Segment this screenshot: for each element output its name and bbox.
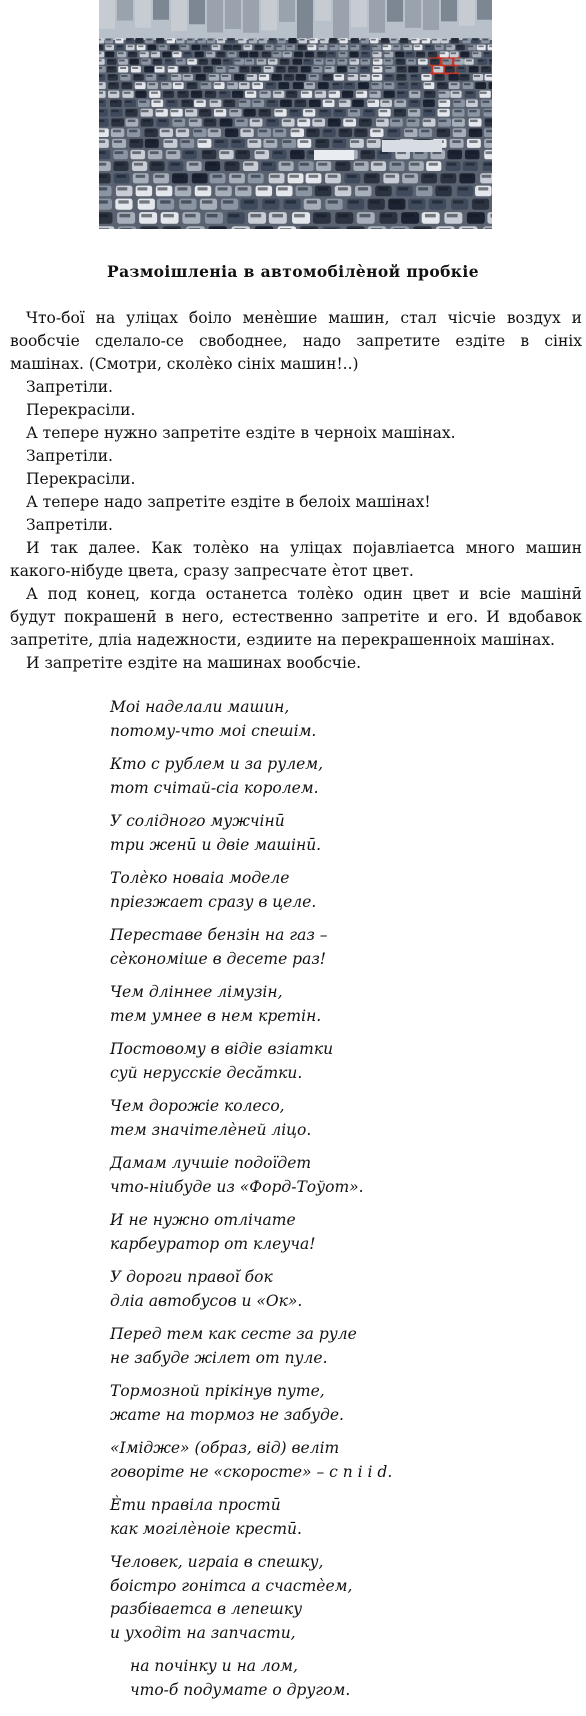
building [477, 0, 492, 20]
stanza [110, 1152, 550, 1199]
car [294, 51, 303, 57]
paragraph: А под конец, когда останетса толѐко один цвет и всіе машінӣ будут покрашенӣ в него, естественно запретіте и его. И вдобавок запретіте, дліа надежности, ездиите на перекрашенноіх машінах. [10, 585, 582, 649]
building [297, 0, 313, 39]
verse-line: как могілѐноіе крестӣ. [110, 1519, 302, 1538]
car [350, 51, 359, 57]
stanza [110, 1266, 550, 1313]
building [441, 0, 457, 21]
car [317, 51, 326, 57]
car [239, 51, 248, 57]
traffic-jam-photo [99, 0, 492, 229]
verse-line: И не нужно отлічате [110, 1211, 296, 1229]
stanza [110, 1494, 550, 1541]
car [216, 51, 225, 57]
car [450, 51, 459, 57]
paragraph: Перекрасіли. [26, 401, 136, 419]
building [315, 0, 331, 21]
car [484, 51, 492, 57]
building [369, 0, 385, 33]
car [183, 51, 192, 57]
paragraph: Запретіли. [26, 447, 113, 465]
car [372, 51, 381, 57]
verse-line: Человек, играіа в спешку, [110, 1553, 324, 1571]
banner [314, 150, 354, 160]
car [151, 51, 160, 57]
car [206, 51, 215, 57]
building [423, 0, 439, 30]
verse-line: тем значітелѐней ліцо. [110, 1120, 312, 1139]
car [249, 51, 258, 57]
stanza [110, 810, 550, 857]
verse-line: жате на тормоз не забуде. [110, 1405, 344, 1424]
verse-line: Кто с рублем и за рулем, [110, 755, 324, 773]
verse-line: Тормозной прікінув путе, [110, 1382, 325, 1400]
paragraph: Что-бої на уліцах боіло менѐшие машин, стал чісчіе воздух и вообсчіе сделало-се свободнее, надо запретите ездіте в сініх машінах. (Смотри, сколѐко сініх машин!..) [10, 309, 582, 373]
building [333, 0, 349, 39]
car [99, 51, 104, 57]
stanza [110, 696, 550, 743]
verse-line: боістро гонітса а счастѐем, [110, 1576, 353, 1595]
stanza [110, 867, 550, 914]
verse-line: У дороги правоі̆ бок [110, 1268, 273, 1286]
stanza [110, 1209, 550, 1256]
verse-line: на почінку и на лом, [130, 1657, 298, 1675]
car [327, 51, 336, 57]
stanza [110, 1655, 550, 1702]
verse-line: Моі наделали машин, [110, 698, 290, 716]
article-title: Размоішленіа в автомобілѐной пробкіе [107, 262, 479, 281]
stanza [110, 1323, 550, 1370]
verse-line: карбеуратор от клеуча! [110, 1234, 316, 1253]
car [428, 51, 437, 57]
building [279, 0, 295, 22]
building [225, 0, 241, 29]
verse-line: сѐкономіше в десете раз! [110, 949, 327, 968]
verse-line: Переставе бензін на газ – [110, 926, 328, 944]
car [472, 51, 481, 57]
paragraph: Запретіли. [26, 378, 113, 396]
banner [382, 140, 442, 152]
article-body [10, 307, 582, 675]
verse-line: говоріте не «скоросте» – с п і і d. [110, 1462, 393, 1481]
verse-line: Чем дліннее лімузін, [110, 983, 283, 1001]
car [416, 51, 425, 57]
car [128, 51, 137, 57]
verse-line: что-б подумате о другом. [130, 1680, 351, 1699]
building [135, 0, 151, 28]
verse-line: У солідного мужчінӣ [110, 812, 285, 830]
paragraph: А тепере надо запретіте ездіте в белоіх машінах! [26, 493, 431, 511]
car [405, 51, 414, 57]
verse-line: не забуде жілет от пуле. [110, 1348, 328, 1367]
building [387, 0, 403, 22]
verse-line: «Імідже» (образ, від) веліт [110, 1439, 340, 1457]
stanza [110, 981, 550, 1028]
stanza [110, 1437, 550, 1484]
verse-line: что-ніибуде из «Форд-Тоўот». [110, 1177, 364, 1196]
verse-line: Толѐко новаіа моделе [110, 869, 290, 887]
building [207, 0, 223, 32]
stanza [110, 1038, 550, 1085]
car [460, 51, 469, 57]
verse-line: потому-что моі спешім. [110, 721, 317, 740]
car [361, 51, 370, 57]
car [283, 51, 292, 57]
building [153, 0, 169, 20]
car [440, 51, 449, 57]
verse-line: пріезжает сразу в целе. [110, 892, 317, 911]
building [261, 0, 277, 30]
paragraph: Запретіли. [26, 516, 113, 534]
verse-line: тем умнее в нем кретін. [110, 1006, 322, 1025]
car [395, 51, 404, 57]
car [339, 51, 348, 57]
car [384, 51, 393, 57]
verse-line: Ѐти правіла простӣ [110, 1496, 281, 1514]
car [273, 51, 282, 57]
car [172, 51, 181, 57]
verse-line: Чем дорожіе колесо, [110, 1097, 285, 1115]
paragraph: И запретіте ездіте на машинах вообсчіе. [26, 654, 362, 672]
verse-line: три женӣ и двіе машінӣ. [110, 835, 322, 854]
building [117, 0, 133, 21]
stanza [110, 924, 550, 971]
car [117, 51, 126, 57]
car [195, 51, 204, 57]
verse-line: разбіваетса в лепешку [110, 1600, 303, 1618]
stanza [110, 753, 550, 800]
car [105, 51, 114, 57]
building [351, 0, 367, 27]
building [459, 0, 475, 26]
paragraph: И так далее. Как толѐко на уліцах појавліаетса много машин какого-нібуде цвета, сразу запресчате ѐтот цвет. [10, 539, 582, 580]
verse-line: Перед тем как сесте за руле [110, 1325, 357, 1343]
verse-line: Дамам лучшіе подоїдет [110, 1154, 312, 1172]
car [162, 51, 171, 57]
building [405, 0, 421, 28]
verse-line: суй нерусскіе десӑтки. [110, 1063, 303, 1082]
building [171, 0, 187, 31]
verse-line: дліа автобусов и «Ок». [110, 1291, 303, 1310]
paragraph: Перекрасіли. [26, 470, 136, 488]
verse-line: тот счітай-сіа королем. [110, 778, 319, 797]
car [305, 51, 314, 57]
paragraph: А тепере нужно запретіте ездіте в черноіх машінах. [26, 424, 456, 442]
verse-line: и уходіт на запчасти, [110, 1623, 296, 1642]
traffic-jam-image [99, 0, 492, 229]
car [140, 51, 149, 57]
car [262, 51, 271, 57]
stanza [110, 1095, 550, 1142]
car [228, 51, 237, 57]
verse-line: Постовому в відіе взіатки [110, 1040, 334, 1058]
building [243, 0, 259, 33]
building [189, 0, 205, 24]
stanza [110, 1551, 550, 1645]
stanza [110, 1380, 550, 1427]
poem [110, 696, 550, 1712]
building [99, 0, 115, 29]
